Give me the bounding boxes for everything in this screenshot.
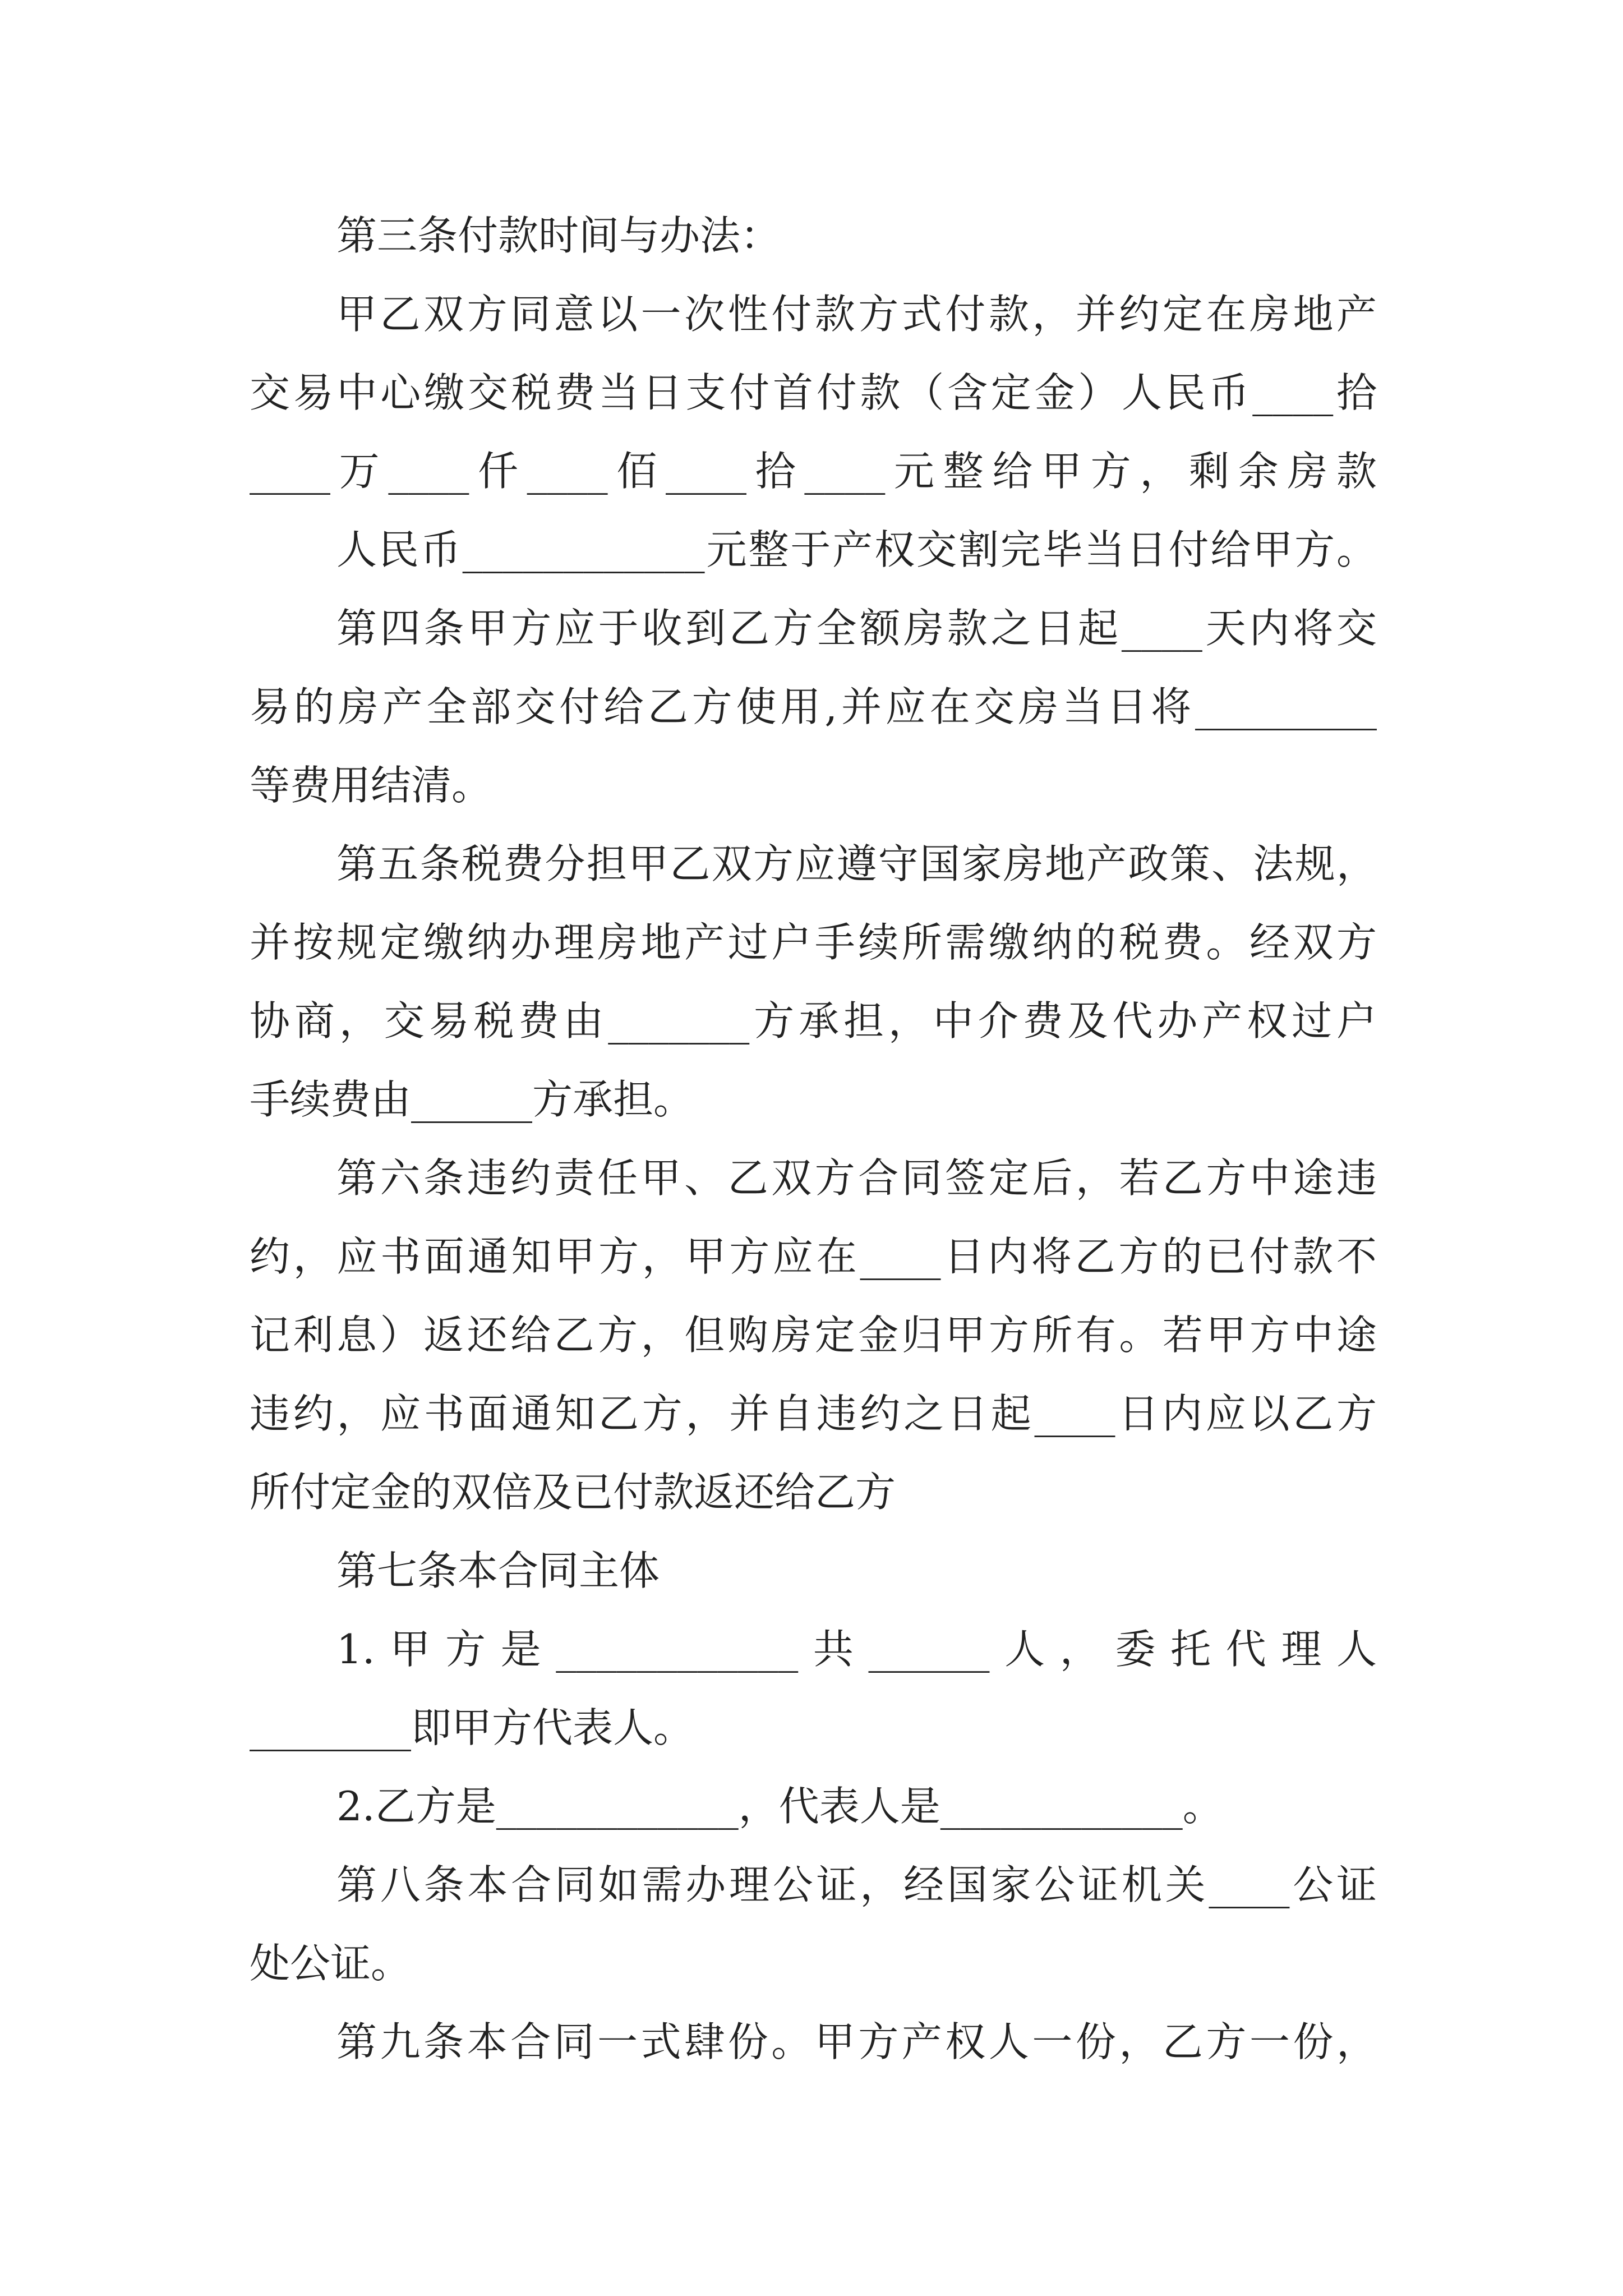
- article-7-item-1-line-2: ________即甲方代表人。: [250, 1704, 694, 1751]
- article-3-line-1: 甲乙双方同意以一次性付款方式付款，并约定在房地产: [336, 291, 1377, 338]
- article-6-line-3: 记利息）返还给乙方，但购房定金归甲方所有。若甲方中途: [250, 1312, 1377, 1359]
- article-7-item-1-line-1: 1.甲方是____________共______人，委托代理人: [336, 1626, 1377, 1673]
- article-7-item-2: 2.乙方是____________，代表人是____________。: [336, 1783, 1223, 1830]
- article-9-line-1: 第九条本合同一式肆份。甲方产权人一份，乙方一份，: [336, 2018, 1377, 2065]
- article-6-line-1: 第六条违约责任甲、乙双方合同签定后，若乙方中途违: [336, 1154, 1377, 1202]
- article-4-line-3: 等费用结清。: [250, 762, 492, 809]
- article-4-line-2: 易的房产全部交付给乙方使用,并应在交房当日将_________: [250, 683, 1377, 730]
- article-5-line-4: 手续费由______方承担。: [250, 1076, 694, 1123]
- article-6-line-5: 所付定金的双倍及已付款返还给乙方: [250, 1469, 896, 1516]
- article-3-line-4: 人民币____________元整于产权交割完毕当日付给甲方。: [336, 526, 1377, 573]
- article-8-line-1: 第八条本合同如需办理公证，经国家公证机关____公证: [336, 1861, 1377, 1908]
- article-5-line-3: 协商，交易税费由_______方承担，中介费及代办产权过户: [250, 997, 1377, 1045]
- article-3-heading: 第三条付款时间与办法：: [336, 212, 781, 259]
- article-5-line-1: 第五条税费分担甲乙双方应遵守国家房地产政策、法规，: [336, 840, 1377, 887]
- article-8-line-2: 处公证。: [250, 1940, 412, 1987]
- article-3-line-2: 交易中心缴交税费当日支付首付款（含定金）人民币____拾: [250, 369, 1377, 416]
- article-7-heading: 第七条本合同主体: [336, 1547, 660, 1594]
- article-6-line-4: 违约，应书面通知乙方，并自违约之日起____日内应以乙方: [250, 1390, 1377, 1437]
- article-4-line-1: 第四条甲方应于收到乙方全额房款之日起____天内将交: [336, 605, 1377, 652]
- article-6-line-2: 约，应书面通知甲方，甲方应在____日内将乙方的已付款不: [250, 1233, 1377, 1280]
- article-3-line-3: ____万____仟____佰____拾____元整给甲方，剩余房款: [250, 448, 1377, 495]
- article-5-line-2: 并按规定缴纳办理房地产过户手续所需缴纳的税费。经双方: [250, 919, 1377, 966]
